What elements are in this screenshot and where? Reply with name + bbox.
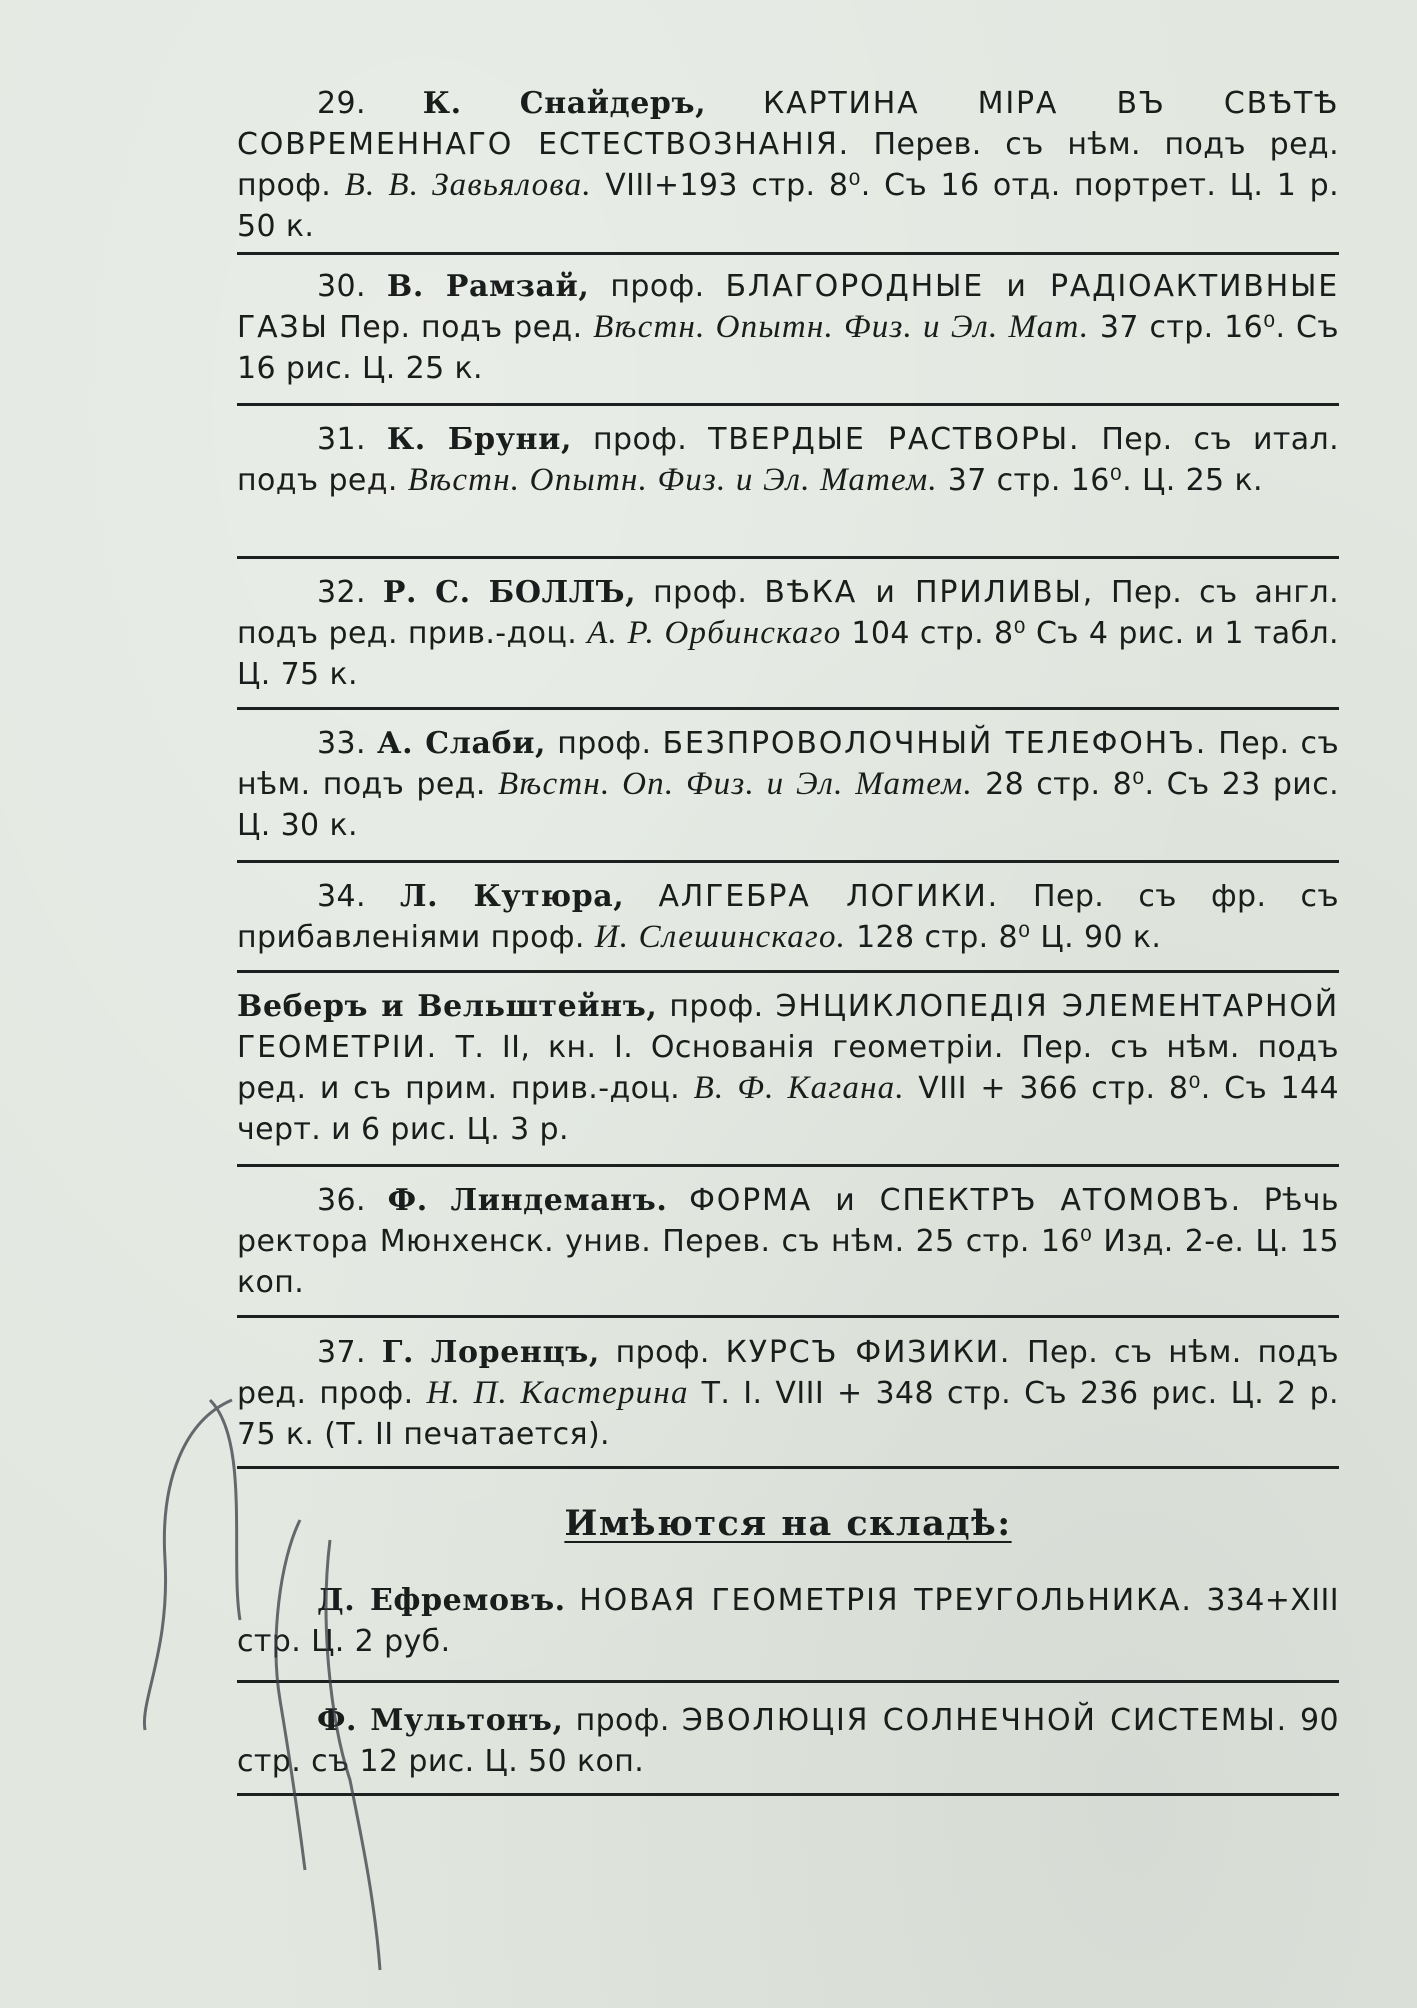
entry-prefix: проф. [615, 1335, 710, 1370]
divider [237, 403, 1339, 406]
list-item [237, 1332, 1339, 1455]
entry-title: ФОРМА и СПЕКТРЪ АТОМОВЪ. [689, 1183, 1242, 1218]
entry-editor: В. В. Завьялова. [344, 167, 592, 203]
entry-details: Пер. съ нѣм. подъ ред. проф. [237, 1335, 1340, 1411]
entry-prefix: проф. [610, 269, 705, 304]
entry-title: БЕЗПРОВОЛОЧНЫЙ ТЕЛЕФОНЪ. [662, 726, 1208, 761]
entry-number: 31. [317, 422, 366, 457]
entry-number: 32. [317, 575, 366, 610]
divider [237, 860, 1339, 863]
entry-details: Рѣчь ректора Мюнхенск. унив. Перев. съ нѣм. 25 стр. 16⁰ Изд. 2-е. Ц. 15 коп. [237, 1183, 1340, 1300]
divider [237, 1164, 1339, 1167]
entry-title: ВѢКА и ПРИЛИВЫ, [764, 575, 1095, 610]
entry-title: КАРТИНА МІРА ВЪ СВѢТѢ СОВРЕМЕННАГО ЕСТЕСТВОЗНАНІЯ. [237, 86, 1339, 162]
entry-prefix: проф. [669, 989, 764, 1024]
stock-heading: Имѣются на складѣ: [564, 1503, 1012, 1544]
entry-title: БЛАГОРОДНЫЕ и РАДІОАКТИВНЫЕ ГАЗЫ [237, 269, 1340, 345]
entry-title: АЛГЕБРА ЛОГИКИ. [658, 879, 999, 914]
entry-author: Л. Кутюра, [400, 879, 625, 914]
entry-editor: И. Слешинскаго. [594, 919, 847, 955]
entry-prefix: проф. [575, 1703, 670, 1738]
entry-prefix: проф. [592, 422, 688, 457]
entry-number: 30. [317, 269, 366, 304]
entry-pub-info: 37 стр. 16⁰. Ц. 25 к. [947, 463, 1263, 498]
divider [237, 1680, 1339, 1683]
entry-editor: Вѣстн. Оп. Физ. и Эл. Матем. [497, 766, 973, 802]
entry-title: ЭВОЛЮЦІЯ СОЛНЕЧНОЙ СИСТЕМЫ. [681, 1703, 1289, 1738]
entry-details: Пер. съ итал. подъ ред. [237, 422, 1340, 498]
list-item [237, 986, 1339, 1150]
list-item [237, 83, 1339, 247]
list-item [237, 572, 1339, 695]
list-item [237, 1180, 1339, 1303]
entry-prefix: проф. [653, 575, 748, 610]
stock-item [237, 1580, 1339, 1662]
entry-details: Перев. съ нѣм. подъ ред. проф. [237, 127, 1340, 203]
list-item [237, 266, 1339, 389]
entry-number: 36. [317, 1183, 366, 1218]
entry-details: Пер. съ фр. съ прибавленіями проф. [237, 879, 1340, 955]
entry-details: Пер. съ англ. подъ ред. прив.-доц. [237, 575, 1340, 651]
entry-number: 33. [317, 726, 366, 761]
divider [237, 1466, 1339, 1469]
entry-title: КУРСЪ ФИЗИКИ. [725, 1335, 1012, 1370]
entry-number: 37. [317, 1335, 366, 1370]
entry-pub-info: 37 стр. 16⁰. Съ 16 рис. Ц. 25 к. [237, 310, 1339, 386]
entry-details: Пер. подъ ред. [339, 310, 583, 345]
entry-number: 34. [317, 879, 366, 914]
entry-prefix: проф. [557, 726, 652, 761]
entry-editor: Н. П. Кастерина [426, 1375, 689, 1411]
list-item [237, 876, 1339, 958]
entry-title: ЭНЦИКЛОПЕДІЯ ЭЛЕМЕНТАРНОЙ ГЕОМЕТРІИ. [237, 989, 1339, 1065]
entry-author: К. Бруни, [386, 422, 572, 457]
entry-editor: Вѣстн. Опытн. Физ. и Эл. Мат. [593, 309, 1090, 345]
entry-editor: А. Р. Орбинскаго [587, 615, 842, 651]
list-item [237, 723, 1339, 846]
entry-title: НОВАЯ ГЕОМЕТРІЯ ТРЕУГОЛЬНИКА. [579, 1583, 1193, 1618]
entry-pub-info: 28 стр. 8⁰. Съ 23 рис. Ц. 30 к. [237, 767, 1340, 843]
divider [237, 1315, 1339, 1318]
entry-author: К. Снайдеръ, [422, 86, 707, 121]
divider [237, 707, 1339, 710]
entry-pub-info: VIII+193 стр. 8⁰. Съ 16 отд. портрет. Ц. 1 р. 50 к. [237, 168, 1340, 244]
entry-author: Г. Лоренцъ, [381, 1335, 600, 1370]
entry-number: 29. [317, 86, 366, 121]
divider [237, 556, 1339, 559]
entry-pub-info: 334+XIII стр. Ц. 2 руб. [237, 1583, 1340, 1659]
list-item [237, 419, 1339, 501]
divider [237, 1793, 1339, 1796]
entry-author: В. Рамзай, [386, 269, 590, 304]
divider [237, 252, 1339, 255]
entry-pub-info: 90 стр. съ 12 рис. Ц. 50 коп. [237, 1703, 1340, 1779]
entry-editor: В. Ф. Кагана. [693, 1070, 905, 1106]
divider [237, 970, 1339, 973]
entry-details: Т. II, кн. I. Основанія геометріи. Пер. съ нѣм. подъ ред. и съ прим. прив.-доц. [237, 1030, 1339, 1106]
entry-pub-info: Т. I. VIII + 348 стр. Съ 236 рис. Ц. 2 р. 75 к. (Т. II печатается). [237, 1376, 1339, 1452]
entry-author: Ф. Линдеманъ. [387, 1183, 668, 1218]
entry-author: А. Слаби, [377, 726, 547, 761]
entry-title: ТВЕРДЫЕ РАСТВОРЫ. [708, 422, 1081, 457]
entry-editor: Вѣстн. Опытн. Физ. и Эл. Матем. [407, 462, 938, 498]
stock-item [237, 1700, 1339, 1782]
entry-author: Веберъ и Вельштейнъ, [237, 989, 658, 1024]
entry-author: Ф. Мультонъ, [317, 1703, 564, 1738]
entry-author: Р. С. БОЛЛЪ, [382, 575, 637, 610]
entry-author: Д. Ефремовъ. [317, 1583, 566, 1618]
entry-pub-info: VIII + 366 стр. 8⁰. Съ 144 черт. и 6 рис. Ц. 3 р. [237, 1071, 1340, 1147]
entry-details: Пер. съ нѣм. подъ ред. [237, 726, 1340, 802]
entry-pub-info: 104 стр. 8⁰ Съ 4 рис. и 1 табл. Ц. 75 к. [237, 616, 1339, 692]
entry-pub-info: 128 стр. 8⁰ Ц. 90 к. [856, 920, 1162, 955]
